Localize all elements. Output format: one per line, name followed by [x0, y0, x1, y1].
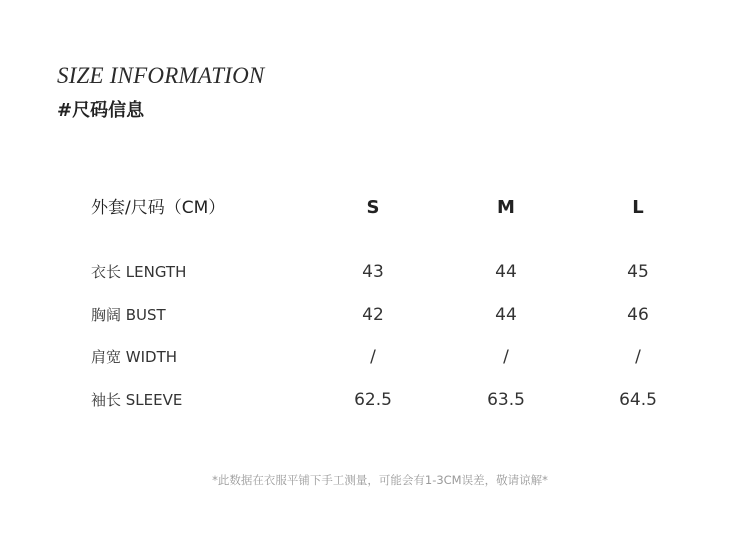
row-value-m: 44 [495, 262, 517, 282]
size-header-m: M [497, 197, 515, 218]
size-header-l: L [632, 197, 644, 218]
size-header-s: S [366, 197, 380, 218]
row-value-s: 42 [362, 305, 384, 325]
row-value-m: / [503, 347, 509, 367]
row-value-s: 43 [362, 262, 384, 282]
row-label: 袖长 SLEEVE [91, 391, 183, 409]
row-value-s: 62.5 [354, 390, 392, 410]
row-value-l: / [635, 347, 641, 367]
row-value-l: 45 [627, 262, 649, 282]
title-english: SIZE INFORMATION [57, 63, 265, 88]
row-value-l: 64.5 [619, 390, 657, 410]
row-value-s: / [370, 347, 376, 367]
table-row-sleeve [0, 385, 750, 415]
title-chinese: #尺码信息 [57, 100, 145, 121]
table-row-length [0, 257, 750, 287]
table-corner-label: 外套/尺码（CM） [91, 198, 226, 218]
row-value-m: 63.5 [487, 390, 525, 410]
row-label: 衣长 LENGTH [91, 263, 187, 281]
row-value-m: 44 [495, 305, 517, 325]
table-row-width [0, 342, 750, 372]
row-value-l: 46 [627, 305, 649, 325]
table-header-row [0, 193, 750, 223]
table-row-bust [0, 300, 750, 330]
row-label: 胸阔 BUST [91, 306, 166, 324]
row-label: 肩宽 WIDTH [91, 348, 178, 366]
measurement-disclaimer: *此数据在衣服平铺下手工测量，可能会有1-3CM误差，敬请谅解* [212, 473, 548, 487]
